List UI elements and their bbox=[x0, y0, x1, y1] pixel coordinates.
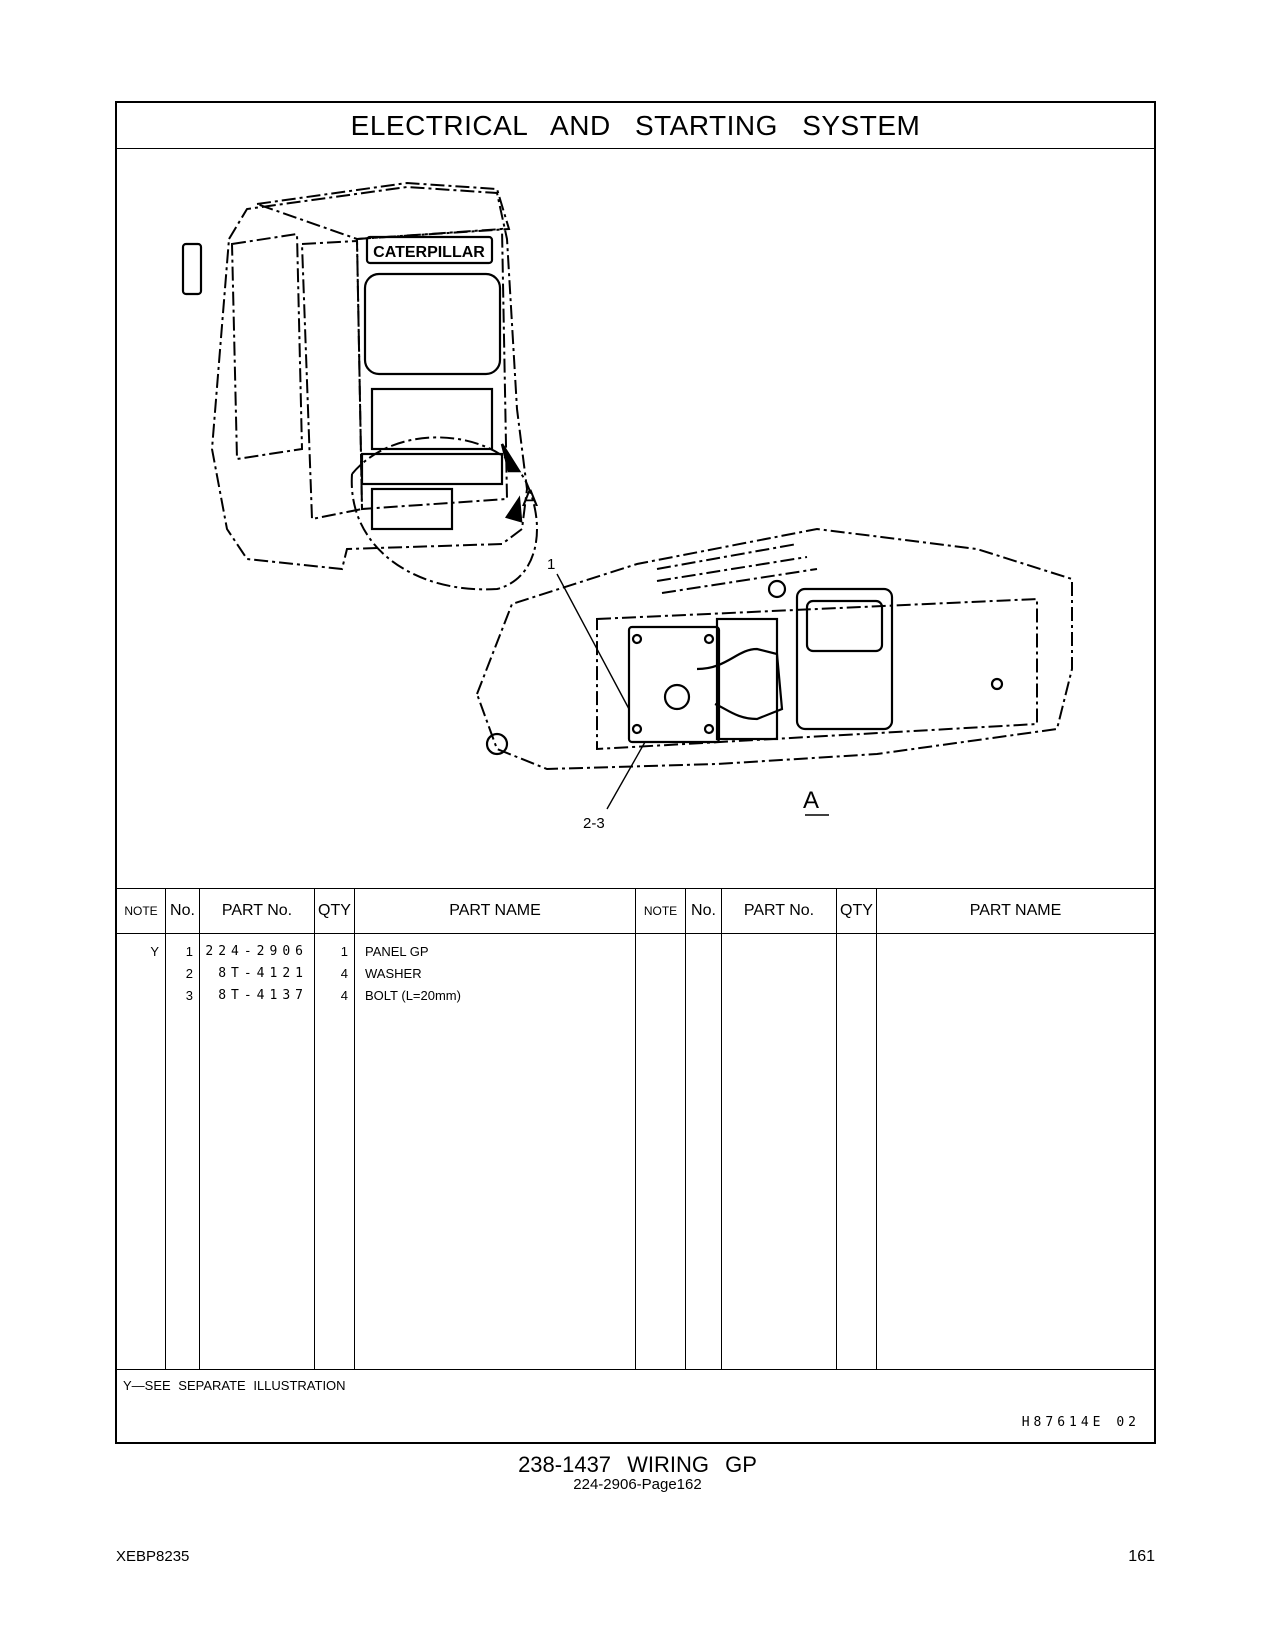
drawing-id: H87614E 02 bbox=[1021, 1415, 1140, 1430]
header-part-name-right: PART NAME bbox=[877, 889, 1154, 934]
cab-side-rail bbox=[302, 241, 362, 519]
cell-qty: 1 bbox=[340, 944, 348, 959]
header-qty: QTY bbox=[315, 889, 354, 934]
cell-qty: 4 bbox=[340, 966, 348, 981]
cell-no: 1 bbox=[185, 944, 193, 959]
header-qty-right: QTY bbox=[837, 889, 876, 934]
col-qty-right bbox=[836, 889, 876, 1369]
bracket-small bbox=[372, 489, 452, 529]
header-part-name: PART NAME bbox=[355, 889, 635, 934]
cell-note bbox=[117, 985, 165, 1007]
page-frame bbox=[115, 101, 1156, 1444]
leader-1 bbox=[557, 574, 629, 709]
group-title: 238-1437 WIRING GP bbox=[518, 1452, 757, 1477]
cell-part-name: WASHER bbox=[365, 966, 422, 981]
header-no: No. bbox=[166, 889, 199, 934]
page-number: 161 bbox=[1128, 1548, 1155, 1565]
cell-part-name: BOLT (L=20mm) bbox=[365, 988, 461, 1003]
side-mirror bbox=[183, 244, 201, 294]
col-qty bbox=[314, 889, 354, 1369]
cab-rear-frame bbox=[357, 229, 507, 509]
view-arrow bbox=[502, 444, 519, 471]
battery-box bbox=[797, 589, 892, 729]
housing-outline bbox=[477, 529, 1072, 769]
section-title: ELECTRICAL AND STARTING SYSTEM bbox=[117, 103, 1154, 149]
connector-block bbox=[362, 454, 502, 484]
callout-1: 1 bbox=[547, 556, 556, 573]
col-part-no-right bbox=[721, 889, 836, 1369]
cell-part-no: 8T-4121 bbox=[218, 966, 308, 981]
cell-part-name: PANEL GP bbox=[365, 944, 429, 959]
header-note: NOTE bbox=[117, 889, 165, 934]
cell-no: 2 bbox=[185, 966, 193, 981]
col-note-right bbox=[635, 889, 685, 1369]
rear-window bbox=[365, 274, 500, 374]
header-part-no-right: PART No. bbox=[722, 889, 836, 934]
col-note bbox=[117, 889, 165, 1369]
group-reference: 224-2906-Page162 bbox=[573, 1476, 702, 1493]
col-part-no bbox=[199, 889, 314, 1369]
cell-no: 3 bbox=[185, 988, 193, 1003]
view-marker: A bbox=[522, 485, 539, 512]
cell-part-no: 224-2906 bbox=[205, 944, 308, 959]
relay-bracket bbox=[717, 619, 777, 739]
col-no bbox=[165, 889, 199, 1369]
cab-door bbox=[232, 234, 302, 459]
parts-table bbox=[117, 889, 1154, 1370]
col-no-right bbox=[685, 889, 721, 1369]
col-part-name bbox=[354, 889, 635, 1369]
col-part-name-right bbox=[876, 889, 1154, 1369]
wiring-harness bbox=[697, 649, 782, 719]
parts-illustration bbox=[117, 149, 1154, 889]
brand-text: CATERPILLAR bbox=[373, 244, 485, 261]
illustration-drawing bbox=[117, 149, 1154, 889]
housing-panel bbox=[597, 599, 1037, 749]
cell-note bbox=[117, 963, 165, 985]
header-no-right: No. bbox=[686, 889, 721, 934]
cell-note: Y bbox=[150, 944, 159, 959]
header-part-no: PART No. bbox=[200, 889, 314, 934]
control-box bbox=[372, 389, 492, 449]
housing-vents bbox=[657, 544, 817, 593]
document-code: XEBP8235 bbox=[116, 1548, 190, 1565]
cell-part-no: 8T-4137 bbox=[218, 988, 308, 1003]
callout-2-3: 2-3 bbox=[583, 815, 605, 832]
header-note-right: NOTE bbox=[636, 889, 685, 934]
footnote: Y—SEE SEPARATE ILLUSTRATION bbox=[123, 1378, 346, 1393]
view-label: A bbox=[803, 787, 820, 814]
cell-qty: 4 bbox=[340, 988, 348, 1003]
leader-2-3 bbox=[607, 742, 645, 809]
